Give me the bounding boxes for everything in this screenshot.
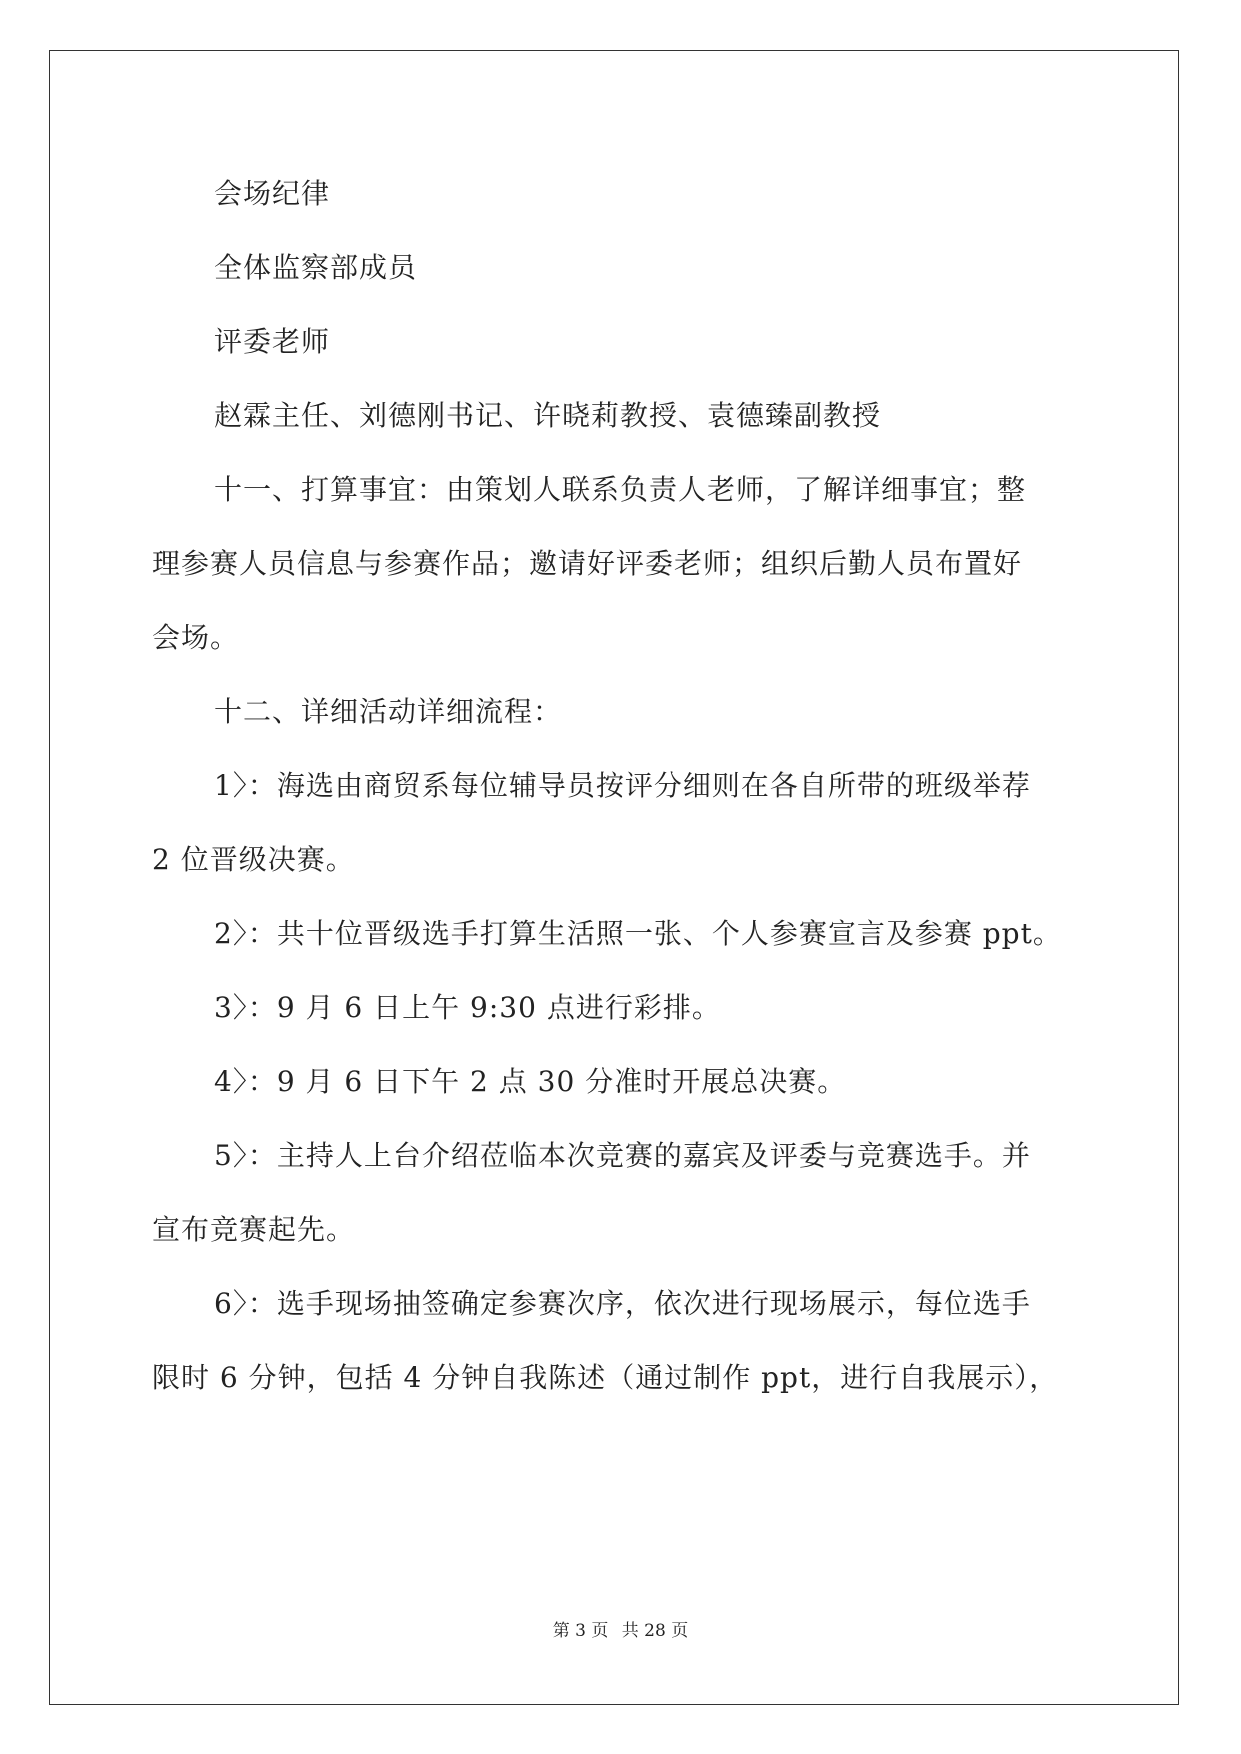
paragraph-line: 十二、详细活动详细流程： (214, 695, 563, 728)
paragraph-line: 4〉：9 月 6 日下午 2 点 30 分准时开展总决赛。 (214, 1065, 847, 1098)
paragraph-line: 评委老师 (214, 325, 331, 358)
paragraph-line: 全体监察部成员 (214, 251, 418, 284)
paragraph-line: 1〉：海选由商贸系每位辅导员按评分细则在各自所带的班级举荐 (214, 769, 1031, 802)
paragraph-line: 5〉：主持人上台介绍莅临本次竞赛的嘉宾及评委与竞赛选手。并 (214, 1139, 1031, 1172)
paragraph-line: 十一、打算事宜：由策划人联系负责人老师，了解详细事宜；整 (214, 473, 1027, 506)
paragraph-line: 理参赛人员信息与参赛作品；邀请好评委老师；组织后勤人员布置好 (152, 547, 1023, 580)
paragraph-line: 3〉：9 月 6 日上午 9:30 点进行彩排。 (214, 991, 721, 1024)
paragraph-line: 会场纪律 (214, 177, 331, 210)
page-total: 共 28 页 (621, 1621, 689, 1641)
paragraph-line: 2 位晋级决赛。 (152, 843, 355, 876)
paragraph-line: 赵霖主任、刘德刚书记、许晓莉教授、袁德臻副教授 (214, 399, 882, 432)
paragraph-line: 6〉：选手现场抽签确定参赛次序，依次进行现场展示，每位选手 (214, 1287, 1031, 1320)
page-number: 第 3 页 (552, 1621, 609, 1641)
paragraph-line: 会场。 (152, 621, 240, 654)
page-footer (0, 1616, 1241, 1641)
paragraph-line: 宣布竞赛起先。 (152, 1213, 356, 1246)
paragraph-line: 2〉：共十位晋级选手打算生活照一张、个人参赛宣言及参赛 ppt。 (214, 917, 1062, 950)
paragraph-line: 限时 6 分钟，包括 4 分钟自我陈述（通过制作 ppt，进行自我展示）， (152, 1361, 1059, 1394)
